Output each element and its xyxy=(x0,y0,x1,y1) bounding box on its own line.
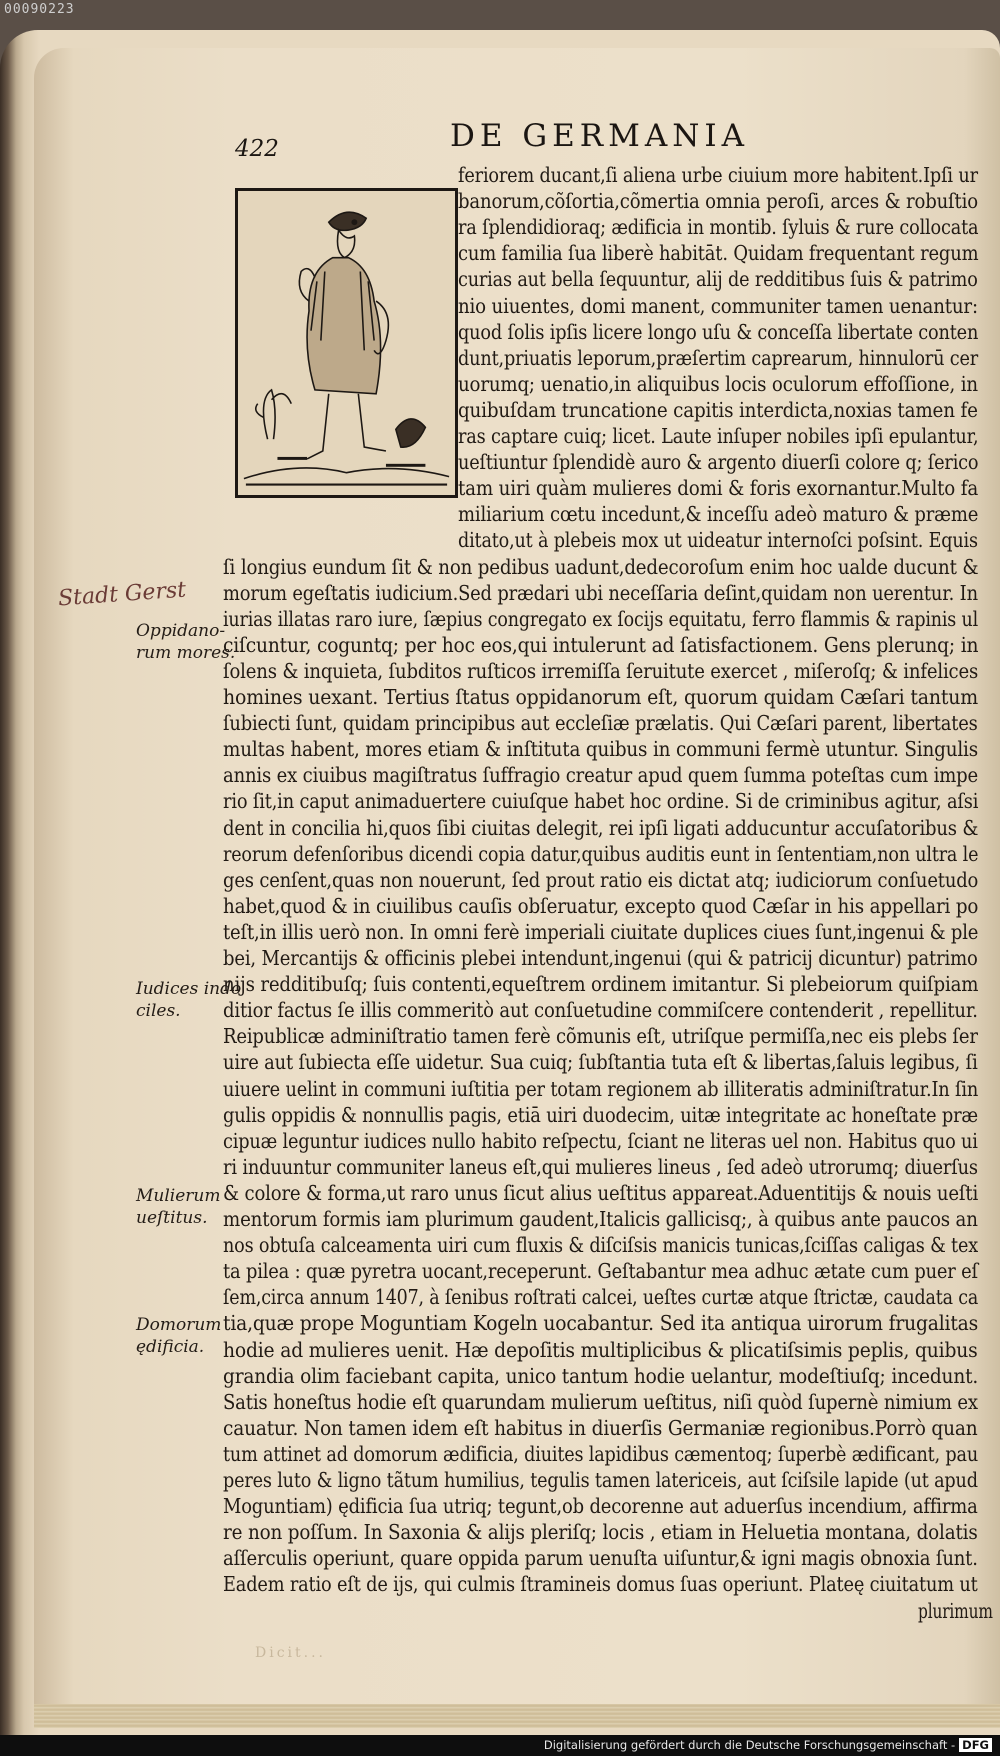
margin-note-line: ciles. xyxy=(136,1001,181,1021)
text-line: quod ſolis ipſis licere longo uſu & conceſſa libertate conten xyxy=(458,319,979,344)
text-line: cipuæ leguntur iudices nullo habito reſpectu, ſciant ne literas uel non. Habitus quo ui xyxy=(223,1128,978,1153)
text-line: miliarium cœtu incedunt,& inceſſu adeò maturo & præme xyxy=(458,502,979,527)
text-line: ſem,circa annum 1407, à ſenibus roſtrati calcei, ueſtes curtæ atque ſtrictæ, caudata ca xyxy=(223,1285,979,1310)
text-line: ditior factus ſe illis commeritò aut conſuetudine commiſcere contenderit , repellitur. xyxy=(223,998,978,1023)
margin-note xyxy=(136,978,241,1022)
text-line: ta pilea : quæ pyretra uocant,receperunt. Geſtabantur mea adhuc ætate cum puer eſ xyxy=(223,1259,978,1284)
text-line: ſi longius eundum ſit & non pedibus uadunt,dedecoroſum enim hoc ualde ducunt & xyxy=(223,554,979,579)
woodcut-illustration xyxy=(235,188,458,498)
text-line: morum egeſtatis iudicium.Sed prædari ubi neceſſaria deſint,quidam non uerentur. In xyxy=(223,580,978,605)
text-line: re non poſſum. In Saxonia & alijs pleriſq; locis , etiam in Heluetia montana, dolatis xyxy=(223,1520,978,1545)
text-line: Moguntiam) ędificia ſua utriq; tegunt,ob decorenne aut aduerſus incendium, affirma xyxy=(223,1494,978,1519)
handwritten-annotation: Stadt Gerst xyxy=(57,577,187,612)
margin-note xyxy=(136,1185,221,1229)
text-line: Reipublicæ adminiſtratio tamen ferè cõmunis eſt, utriſque permiſſa,nec eis plebs ſer xyxy=(223,1024,978,1049)
text-line: ditato,ut à plebeis mox ut uideatur internoſci poſsint. Equis xyxy=(458,528,978,553)
text-line: nio uiuentes, domi manent, communiter tamen uenantur: xyxy=(458,293,978,318)
margin-note-line: rum mores. xyxy=(136,643,236,663)
margin-note-line: ueſtitus. xyxy=(136,1208,208,1228)
text-line: ges cenſent,quas non nouerunt, ſed prout ratio eis dictat atq; iudiciorum conſuetudo xyxy=(223,867,979,892)
text-line: gulis oppidis & nonnullis pagis, etiā uiri duodecim, uitæ integritate ac honeſtate præ xyxy=(223,1102,979,1127)
text-line: annis ex ciuibus magiſtratus ſuffragio creatur apud quem ſumma poteſtas cum impe xyxy=(223,763,978,788)
text-line: habet,quod & in ciuilibus cauſis obſeruatur, excepto quod Cæſar in his appellari po xyxy=(223,893,979,918)
text-line: ra ſplendidioraq; ædificia in montib. ſyluis & rure collocata xyxy=(458,215,979,240)
text-line: ueſtiuntur ſplendidè auro & argento diuerſi colore q; ſerico xyxy=(458,450,979,475)
faint-bleed-text: Dicit... xyxy=(255,1645,326,1661)
text-line: tam uiri quàm mulieres domi & foris exornantur.Multo fa xyxy=(458,476,979,501)
dfg-logo: DFG xyxy=(959,1738,992,1752)
text-line: ſubiecti ſunt, quidam principibus aut eccleſiæ prælatis. Qui Cæſari parent, libertates xyxy=(223,711,978,736)
text-line: ciſcuntur, coguntq; per hoc eos,qui intulerunt ad ſatisfactionem. Gens plerunq; in xyxy=(223,632,979,657)
text-line: tia,quæ prope Moguntiam Kogeln uocabantur. Sed ita antiqua uirorum frugalitas xyxy=(223,1311,979,1336)
margin-note-line: Oppidano- xyxy=(136,621,226,641)
text-line: plurimum xyxy=(918,1598,993,1623)
footer-text: Digitalisierung gefördert durch die Deutsche Forschungsgemeinschaft - xyxy=(543,1738,956,1752)
text-line: curias aut bella ſequuntur, alij de redditibus ſuis & patrimo xyxy=(458,267,978,292)
text-line: banorum,cõſortia,cõmertia omnia peroſi, arces & robuſtio xyxy=(458,189,978,214)
margin-note-line: Iudices indo xyxy=(136,979,242,999)
text-line: multas habent, mores etiam & inſtituta quibus in communi fermè utuntur. Singulis xyxy=(223,737,978,762)
text-line: ſolens & inquieta, ſubditos ruſticos irremiſſa ſeruitute exercet , miſeroſq; & infelices xyxy=(223,658,979,683)
scan-id: 00090223 xyxy=(4,2,75,17)
margin-note xyxy=(136,1314,221,1358)
margin-note-line: ędificia. xyxy=(136,1337,205,1357)
text-line: dunt,priuatis leporum,præſertim caprearum, hinnulorū cer xyxy=(458,345,979,370)
text-line: Satis honeſtus hodie eſt quarundam mulierum ueſtitus, niſi quòd ſupernè nimium ex xyxy=(223,1389,978,1414)
margin-note xyxy=(136,620,235,664)
text-line: ras captare cuiq; licet. Laute inſuper nobiles ipſi epulantur, xyxy=(458,424,979,448)
text-line: quibuſdam truncatione capitis interdicta,noxias tamen fe xyxy=(458,397,978,422)
text-line: dent in concilia hi,quos ſibi ciuitas delegit, rei ipſi ligati adducuntur accuſatoribus & xyxy=(223,815,979,840)
text-line: uire aut ſubiecta eſſe uidetur. Sua cuiq; ſubſtantia tuta eſt & libertas,ſaluis legibus, ſi xyxy=(223,1050,978,1075)
margin-note-line: Domorum xyxy=(136,1315,222,1335)
text-line: bei, Mercantijs & officinis plebei intendunt,ingenui (qui & patricij dicuntur) patrimo xyxy=(223,946,978,970)
text-line: uorumq; uenatio,in aliquibus locis oculorum effoſſione, in xyxy=(458,371,978,396)
text-line: homines uexant. Tertius ſtatus oppidanorum eſt, quorum quidam Cæſari tantum xyxy=(223,685,979,709)
text-line: grandia olim faciebant capita, unico tantum hodie uelantur, modeſtiuſq; incedunt. xyxy=(223,1363,979,1388)
text-line: hodie ad mulieres uenit. Hæ depoſitis multiplicibus & plicatiſsimis peplis, quibus xyxy=(223,1337,978,1362)
text-line: ri induuntur communiter laneus eſt,qui mulieres lineus , ſed adeò utrorumq; diuerſus xyxy=(223,1154,978,1179)
text-line: nijs redditibuſq; ſuis contenti,equeſtrem ordinem imitantur. Si plebeiorum quiſpiam xyxy=(223,972,979,997)
page-edges xyxy=(34,1704,1000,1728)
text-line: uiuere uelint in communi iuſtitia per totam regionem ab illiteratis adminiſtratur.In ſin xyxy=(223,1076,979,1101)
text-line: tum attinet ad domorum ædificia, diuites lapidibus cæmentoq; ſuperbè ædificant, pau xyxy=(223,1441,979,1466)
text-line: cauatur. Non tamen idem eſt habitus in diuerſis Germaniæ regionibus.Porrò quan xyxy=(223,1415,978,1440)
text-line: reorum defenſoribus dicendi copia datur,quibus auditis eunt in ſententiam,non ultra le xyxy=(223,841,979,866)
text-line: peres luto & ligno tãtum humilius, tegulis tamen latericeis, aut ſciſsile lapide (ut apud xyxy=(223,1468,978,1492)
margin-note-line: Mulierum xyxy=(136,1186,221,1206)
text-line: mentorum formis iam plurimum gaudent,Italicis gallicisq;, à quibus ante paucos an xyxy=(223,1207,978,1231)
running-head: DE GERMANIA xyxy=(450,118,749,154)
text-line: nos obtuſa calceamenta uiri cum fluxis & diſciſsis manicis tunicas,ſciſſas caligas & tex xyxy=(223,1233,978,1258)
woodcut-figure-icon xyxy=(238,191,455,495)
footer-bar xyxy=(0,1735,1000,1756)
text-line: cum familia ſua liberè habitāt. Quidam frequentant regum xyxy=(458,241,979,266)
page-number: 422 xyxy=(235,136,279,162)
text-line: Eadem ratio eſt de ijs, qui culmis ſtramineis domus ſuas operiunt. Plateę ciuitatum ut xyxy=(223,1572,978,1597)
text-line: teſt,in illis uerò non. In omni ferè imperiali ciuitate duplices ciues ſunt,ingenui & ple xyxy=(223,919,979,944)
text-line: rio ſit,in caput animaduertere cuiuſque habet hoc ordine. Si de criminibus agitur, aſsi xyxy=(223,789,979,814)
text-line: aſſerculis operiunt, quare oppida parum uenuſta uiſuntur,& igni magis obnoxia ſunt. xyxy=(223,1546,978,1571)
text-line: & colore & forma,ut raro unus ſicut alius ueſtitus appareat.Aduentitijs & nouis ueſti xyxy=(223,1180,979,1205)
text-line: iurias illatas raro iure, ſæpius congregato ex ſocijs equitatu, ferro flammis & rapinis ul xyxy=(223,606,979,631)
text-line: feriorem ducant,ſi aliena urbe ciuium more habitent.Ipſi ur xyxy=(458,163,978,187)
